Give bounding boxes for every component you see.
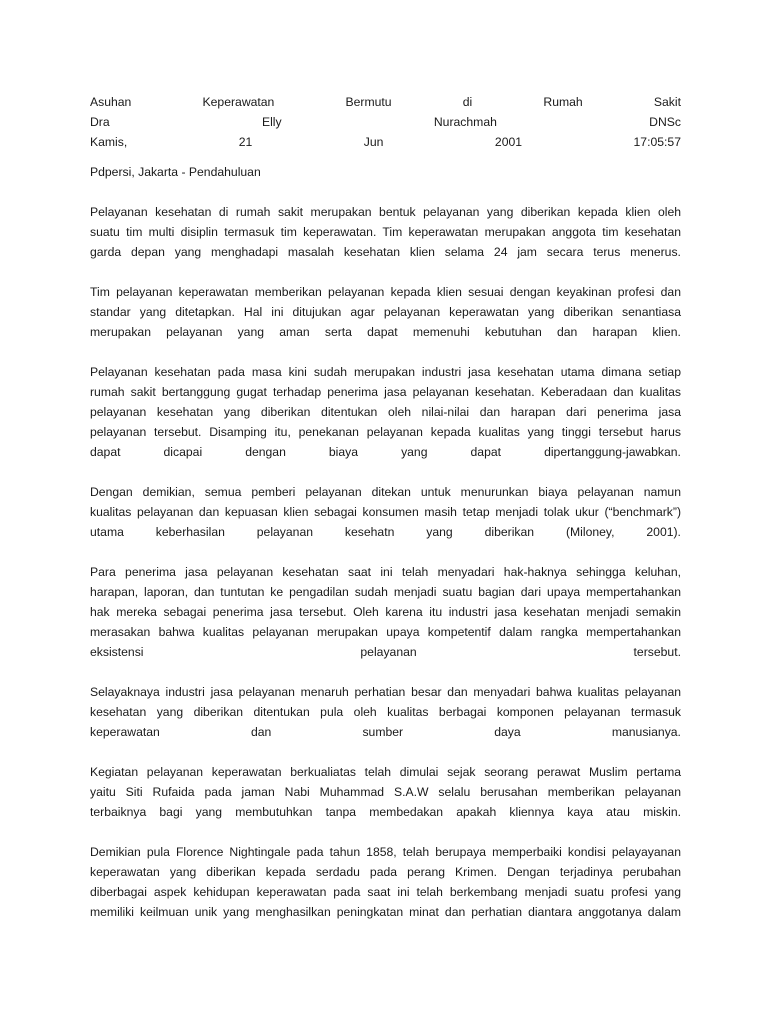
section-heading: Pdpersi, Jakarta - Pendahuluan: [90, 165, 261, 179]
title-word: Sakit: [653, 95, 681, 109]
paragraph: [90, 562, 681, 662]
paragraph-line: Tim pelayanan keperawatan memberikan pelayanan kepada klien sesuai dengan keyakinan profesi dan: [90, 285, 681, 299]
paragraph: [90, 762, 681, 822]
title-word: di: [462, 95, 473, 109]
paragraph-line: merupakan pelayanan yang aman serta dapat memenuhi kebutuhan dan harapan klien.: [90, 325, 681, 339]
paragraph-line: pelayanan tersebut. Disamping itu, penekanan pelayanan kepada kualitas yang tinggi tersebut harus: [90, 425, 681, 439]
paragraph-line: keperawatan yang diberikan kepada serdadu pada perang Krimen. Dengan terjadinya perubahan: [90, 865, 681, 879]
paragraph-line: suatu tim multi disiplin termasuk tim keperawatan. Tim keperawatan merupakan anggota tim kesehatan: [90, 225, 681, 239]
paragraph: [90, 482, 681, 542]
paragraph-line: standar yang ditetapkan. Hal ini ditujukan agar pelayanan keperawatan yang diberikan senantiasa: [90, 305, 681, 319]
title-word: Bermutu: [345, 95, 392, 109]
paragraph-line: rumah sakit bertanggung gugat terhadap penerima jasa pelayanan kesehatan. Keberadaan dan kualitas: [90, 385, 681, 399]
paragraph-line: Pelayanan kesehatan di rumah sakit merupakan bentuk pelayanan yang diberikan kepada klien oleh: [90, 205, 681, 219]
paragraph-line: Demikian pula Florence Nightingale pada tahun 1858, telah berupaya memperbaiki kondisi pelayayanan: [90, 845, 681, 859]
date-word: 2001: [494, 135, 523, 149]
date-word: 17:05:57: [633, 135, 681, 149]
paragraph-line: keperawatan dan sumber daya manusianya.: [90, 725, 681, 739]
title-word: Asuhan: [90, 95, 132, 109]
paragraph-line: pelayanan kesehatan yang diberikan ditentukan oleh nilai-nilai dan harapan dari penerima jasa: [90, 405, 681, 419]
date-word: Jun: [363, 135, 384, 149]
paragraph-line: memiliki keilmuan unik yang menghasilkan peningkatan minat dan perhatian diantara anggotanya dalam: [90, 905, 681, 919]
paragraph-line: utama keberhasilan pelayanan kesehatn yang diberikan (Miloney, 2001).: [90, 525, 681, 539]
document-author: [90, 112, 681, 132]
date-word: Kamis,: [90, 135, 128, 149]
document-date: [90, 132, 681, 152]
paragraph: [90, 842, 681, 922]
paragraph-line: dapat dicapai dengan biaya yang dapat dipertanggung-jawabkan.: [90, 445, 681, 459]
body-text: [90, 202, 681, 922]
paragraph-line: diberbagai aspek kehidupan keperawatan pada saat ini telah berkembang menjadi suatu profesi yang: [90, 885, 681, 899]
paragraph: [90, 682, 681, 742]
paragraph-line: kesehatan yang diberikan ditentukan pula oleh kualitas berbagai komponen pelayanan termasuk: [90, 705, 681, 719]
paragraph-line: hak mereka sebagai penerima jasa tersebut. Oleh karena itu industri jasa kesehatan menjadi semakin: [90, 605, 681, 619]
paragraph-line: garda depan yang menghadapi masalah kesehatan klien selama 24 jam secara terus menerus.: [90, 245, 681, 259]
paragraph-line: Kegiatan pelayanan keperawatan berkualiatas telah dimulai sejak seorang perawat Muslim pertama: [90, 765, 681, 779]
paragraph-line: Dengan demikian, semua pemberi pelayanan ditekan untuk menurunkan biaya pelayanan namun: [90, 485, 681, 499]
title-word: Keperawatan: [202, 95, 275, 109]
paragraph-line: kualitas pelayanan dan kepuasan klien sebagai konsumen masih tetap menjadi tolak ukur (“benchmark”): [90, 505, 681, 519]
paragraph-line: terbaiknya bagi yang membutuhkan tanpa membedakan apakah kliennya kaya atau miskin.: [90, 805, 681, 819]
date-word: 21: [238, 135, 253, 149]
paragraph-line: Para penerima jasa pelayanan kesehatan saat ini telah menyadari hak-haknya sehingga keluhan,: [90, 565, 681, 579]
paragraph-line: yaitu Siti Rufaida pada jaman Nabi Muhammad S.A.W selalu berusahan memberikan pelayanan: [90, 785, 681, 799]
paragraph-line: Selayaknaya industri jasa pelayanan menaruh perhatian besar dan menyadari bahwa kualitas pelayanan: [90, 685, 681, 699]
document-title: [90, 92, 681, 112]
paragraph: [90, 202, 681, 262]
author-word: Dra: [90, 115, 110, 129]
paragraph: [90, 282, 681, 342]
paragraph-line: eksistensi pelayanan tersebut.: [90, 645, 681, 659]
paragraph-line: Pelayanan kesehatan pada masa kini sudah merupakan industri jasa kesehatan utama dimana setiap: [90, 365, 681, 379]
title-word: Rumah: [543, 95, 583, 109]
paragraph: [90, 362, 681, 462]
author-word: Nurachmah: [433, 115, 497, 129]
paragraph-line: merasakan bahwa kualitas pelayanan merupakan upaya kompetentif dalam rangka mempertahankan: [90, 625, 681, 639]
author-word: Elly: [261, 115, 282, 129]
author-word: DNSc: [649, 115, 681, 129]
paragraph-line: harapan, laporan, dan tuntutan ke pengadilan sudah menjadi suatu bagian dari upaya mempertahankan: [90, 585, 681, 599]
